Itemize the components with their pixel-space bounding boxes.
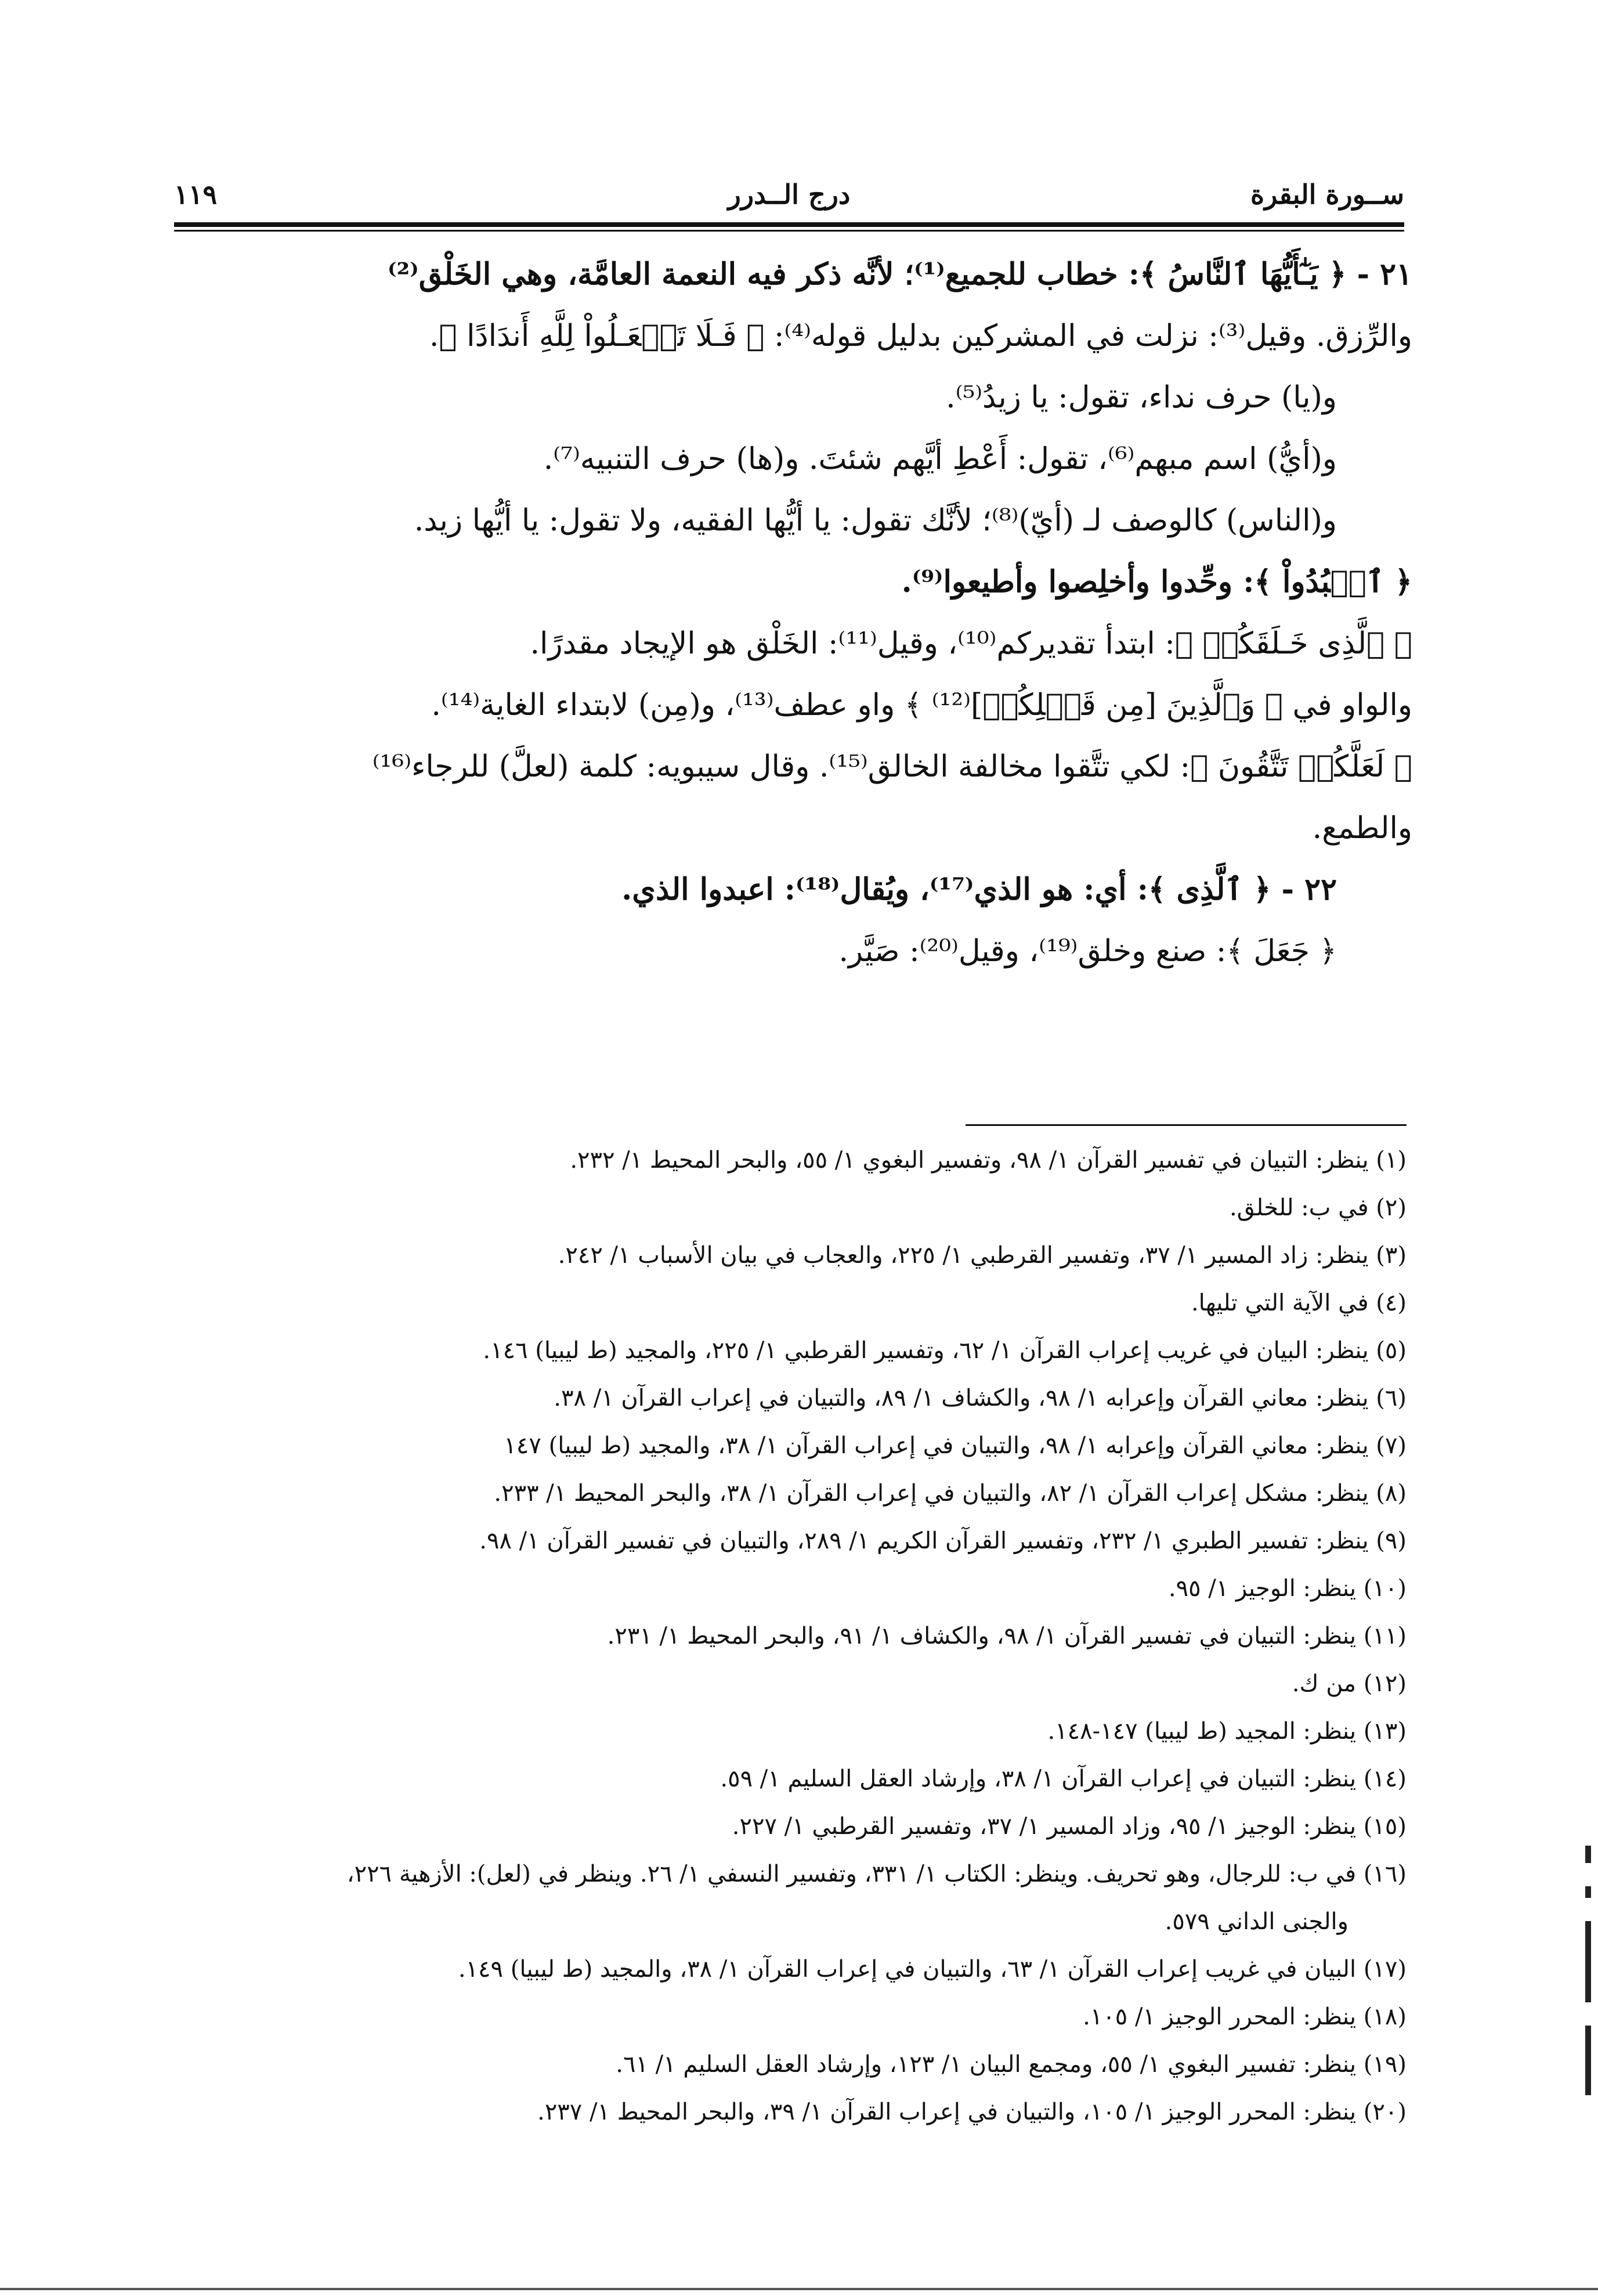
text-line: ٢١ - ﴿ يَـٰٓأَيُّهَا ٱلنَّاسُ ﴾: خطاب للجميع⁽¹⁾؛ لأنَّه ذكر فيه النعمة العامَّة، وهي الخَلْق⁽²⁾: [387, 257, 1412, 292]
header-book-title: درج الــدرر: [728, 179, 851, 210]
footnote-separator: [966, 1124, 1407, 1126]
text-line: ﴿ ٱلَّذِى خَـلَقَكُمۡ ﴾: ابتدأ تقديركم⁽¹⁰⁾، وقيل⁽¹¹⁾: الخَلْق هو الإيجاد مقدرًا.: [530, 626, 1412, 661]
footnote: (١٨) ينظر: المحرر الوجيز ١/ ١٠٥.: [1083, 2003, 1407, 2030]
footnotes: [142, 1136, 1407, 2136]
text-line: ٢٢ - ﴿ ٱلَّذِى ﴾: أي: هو الذي⁽¹⁷⁾، ويُقال⁽¹⁸⁾: اعبدوا الذي.: [621, 872, 1337, 907]
footnote: (٢٠) ينظر: المحرر الوجيز ١/ ١٠٥، والتبيان في إعراب القرآن ١/ ٣٩، والبحر المحيط ١/ ٢٣٧.: [537, 2099, 1407, 2125]
footnote: (١٥) ينظر: الوجيز ١/ ٩٥، وزاد المسير ١/ ٣٧، وتفسير القرطبي ١/ ٢٢٧.: [732, 1813, 1407, 1840]
running-header: [174, 174, 1404, 221]
text-line: والواو في ﴿ وَٱلَّذِينَ [مِن قَبۡلِكُمۡ]⁽¹²⁾ ﴾ واو عطف⁽¹³⁾، و(مِن) لابتداء الغاية⁽¹⁴⁾.: [431, 688, 1412, 723]
text-line: و(أيُّ) اسم مبهم⁽⁶⁾، تقول: أَعْطِ أيَّهم شئتَ. و(ها) حرف التنبيه⁽⁷⁾.: [543, 442, 1337, 476]
footnote: (٥) ينظر: البيان في غريب إعراب القرآن ١/ ٦٢، وتفسير القرطبي ١/ ٢٢٥، والمجيد (ط ليبيا) ١٤٦.: [483, 1337, 1407, 1364]
footnote: (٢) في ب: للخلق.: [1229, 1194, 1407, 1221]
footnote: (٣) ينظر: زاد المسير ١/ ٣٧، وتفسير القرطبي ١/ ٢٢٥، والعجاب في بيان الأسباب ١/ ٢٤٢.: [558, 1242, 1407, 1269]
footnote: (١) ينظر: التبيان في تفسير القرآن ١/ ٩٨، وتفسير البغوي ١/ ٥٥، والبحر المحيط ١/ ٢٣٢.: [570, 1147, 1407, 1174]
main-text: [153, 244, 1412, 982]
footnote: (٦) ينظر: معاني القرآن وإعرابه ١/ ٩٨، والكشاف ١/ ٨٩، والتبيان في إعراب القرآن ١/ ٣٨.: [554, 1385, 1407, 1411]
page-number: ١١٩: [174, 179, 218, 210]
footnote: (٧) ينظر: معاني القرآن وإعرابه ١/ ٩٨، والتبيان في إعراب القرآن ١/ ٣٨، والمجيد (ط ليبيا) ١٤٧: [504, 1432, 1407, 1459]
scan-bottom-edge: [0, 2288, 1598, 2290]
footnote: (١١) ينظر: التبيان في تفسير القرآن ١/ ٩٨، والكشاف ١/ ٩١، والبحر المحيط ١/ ٢٣١.: [607, 1623, 1407, 1649]
header-rule-thick: [174, 222, 1404, 227]
footnote-continuation-text: والجنى الداني ٥٧٩.: [1165, 1908, 1348, 1935]
text-line: و(يا) حرف نداء، تقول: يا زيدُ⁽⁵⁾.: [946, 380, 1337, 415]
footnote: (١٣) ينظر: المجيد (ط ليبيا) ١٤٧-١٤٨.: [1047, 1718, 1407, 1745]
footnote: (٤) في الآية التي تليها.: [1191, 1290, 1407, 1316]
text-line: و(الناس) كالوصف لـ (أيّ)⁽⁸⁾؛ لأنَّك تقول: يا أيُّها الفقيه، ولا تقول: يا أيُّها زيد.: [414, 503, 1337, 538]
footnote: (١٩) ينظر: تفسير البغوي ١/ ٥٥، ومجمع البيان ١/ ١٢٣، وإرشاد العقل السليم ١/ ٦١.: [616, 2051, 1407, 2078]
footnote: (١٠) ينظر: الوجيز ١/ ٩٥.: [1168, 1575, 1407, 1602]
footnote: (١٧) البيان في غريب إعراب القرآن ١/ ٦٣، والتبيان في إعراب القرآن ١/ ٣٨، والمجيد (ط ليبيا) ١٤٩.: [458, 1956, 1407, 1983]
footnote: (١٦) في ب: للرجال، وهو تحريف. وينظر: الكتاب ١/ ٣٣١، وتفسير النسفي ١/ ٢٦. وينظر في (لعل): الأزهية ٢٢٦،: [346, 1861, 1407, 1887]
header-rule-thin: [174, 230, 1404, 232]
text-line: ﴿ ٱعۡبُدُواْ ﴾: وحِّدوا وأخلِصوا وأطيعوا⁽⁹⁾.: [901, 564, 1412, 600]
footnote: (٨) ينظر: مشكل إعراب القرآن ١/ ٨٢، والتبيان في إعراب القرآن ١/ ٣٨، والبحر المحيط ١/ ٢٣٣.: [494, 1480, 1407, 1507]
text-line: والطمع.: [1312, 811, 1412, 846]
text-line: والرِّزق. وقيل⁽³⁾: نزلت في المشركين بدليل قوله⁽⁴⁾: ﴿ فَـلَا تَجۡعَـلُواْ لِلَّهِ أَندَادًا ﴾.: [429, 319, 1412, 353]
footnote-continuation: [142, 1898, 1407, 1945]
text-line: ﴿ جَعَلَ ﴾: صنع وخلق⁽¹⁹⁾، وقيل⁽²⁰⁾: صَيَّر.: [838, 934, 1337, 969]
footnote: (١٤) ينظر: التبيان في إعراب القرآن ١/ ٣٨، وإرشاد العقل السليم ١/ ٥٩.: [720, 1766, 1407, 1792]
scan-edge-marks: [1583, 1846, 1591, 2118]
header-surah-name: ســورة البقرة: [1250, 179, 1404, 210]
footnote: (٩) ينظر: تفسير الطبري ١/ ٢٣٢، وتفسير القرآن الكريم ١/ ٢٨٩، والتبيان في تفسير القرآن ١/ ٩٨.: [479, 1528, 1407, 1554]
text-line: ﴿ لَعَلَّكُمۡ تَتَّقُونَ ﴾: لكي تتَّقوا مخالفة الخالق⁽¹⁵⁾. وقال سيبويه: كلمة (لعلَّ) للرجاء⁽¹⁶⁾: [372, 749, 1412, 784]
footnote: (١٢) من ك.: [1292, 1670, 1407, 1697]
